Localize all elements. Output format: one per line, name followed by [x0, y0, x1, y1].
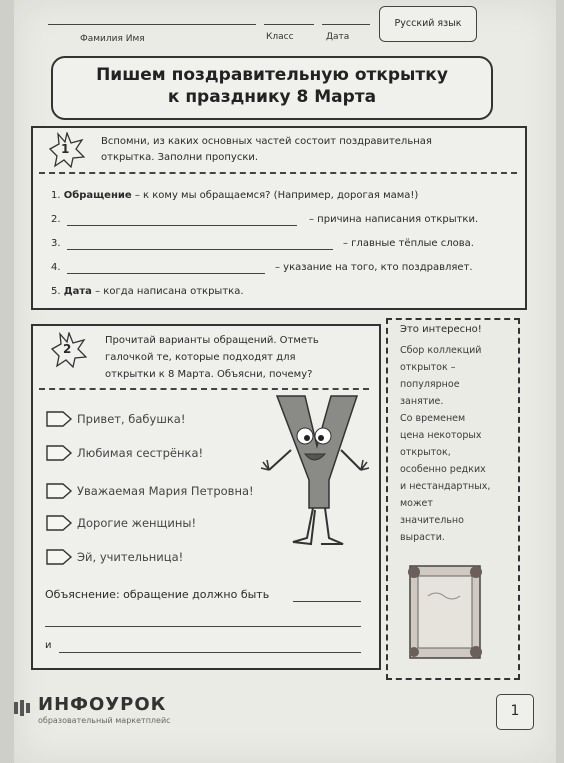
task1-divider — [39, 172, 517, 174]
class-line[interactable] — [264, 24, 314, 25]
option-1: Привет, бабушка! — [77, 412, 186, 426]
fun-fact-text: Сбор коллекций открыток – популярное занятие. Со временем цена некоторых открыток, особенно редких и нестандартных, может значительно вырасти. — [400, 345, 491, 543]
task1-item-4-text: – указание на того, кто поздравляет. — [275, 262, 473, 273]
checkbox-arrow-icon[interactable] — [45, 480, 75, 502]
and-label: и — [45, 640, 52, 651]
task1-item-5: 5. Дата – когда написана открытка. — [51, 286, 244, 297]
option-2: Любимая сестрёнка! — [77, 446, 204, 460]
task2-instruction — [105, 332, 319, 383]
title-box — [51, 56, 493, 120]
worksheet-page — [14, 0, 556, 763]
checkbox-arrow-icon[interactable] — [45, 442, 75, 464]
infourok-logo-icon — [14, 700, 36, 716]
task1-item-2-number: 2. — [51, 214, 61, 225]
infourok-logo-text: ИНФОУРОК — [38, 694, 167, 715]
task1-item-3-blank[interactable] — [67, 249, 333, 250]
subject-label: Русский язык — [394, 18, 462, 29]
task2-section — [31, 324, 381, 670]
task1-instruction — [101, 134, 432, 166]
task2-instruction-line1: Прочитай варианты обращений. Отметь — [105, 335, 319, 346]
task1-item-1: 1. Обращение – к кому мы обращаемся? (Например, дорогая мама!) — [51, 190, 419, 201]
name-line[interactable] — [48, 24, 256, 25]
task1-number: 1 — [61, 142, 70, 156]
task1-item-2-text: – причина написания открытки. — [309, 214, 479, 225]
date-line[interactable] — [322, 24, 370, 25]
task1-item-2-blank[interactable] — [67, 225, 297, 226]
checkbox-arrow-icon[interactable] — [45, 512, 75, 534]
explanation-label: Объяснение: обращение должно быть — [45, 588, 270, 601]
checkbox-arrow-icon[interactable] — [45, 546, 75, 568]
page-number: 1 — [510, 703, 520, 719]
task2-instruction-line3: открытки к 8 Марта. Объясни, почему? — [105, 369, 313, 380]
page-title-line2: к празднику 8 Марта — [167, 87, 377, 107]
subject-box — [379, 6, 477, 42]
task1-item-3-text: – главные тёплые слова. — [343, 238, 474, 249]
explanation-blank-2[interactable] — [45, 626, 361, 627]
task1-instruction-line2: открытка. Заполни пропуски. — [101, 152, 259, 163]
vintage-postcard-image — [408, 564, 482, 660]
date-label: Дата — [326, 32, 350, 42]
infourok-logo-subtitle: образовательный маркетплейс — [38, 716, 171, 725]
name-label: Фамилия Имя — [80, 34, 145, 44]
task1-item-4-number: 4. — [51, 262, 61, 273]
explanation-blank-1[interactable] — [293, 601, 361, 602]
fun-fact-box — [386, 318, 520, 680]
checkbox-arrow-icon[interactable] — [45, 408, 75, 430]
task1-instruction-line1: Вспомни, из каких основных частей состоит поздравительная — [101, 136, 432, 147]
option-5: Эй, учительница! — [77, 550, 184, 564]
task2-number: 2 — [63, 342, 72, 356]
option-4: Дорогие женщины! — [77, 516, 197, 530]
letter-y-mascot-icon — [259, 388, 371, 556]
task1-section — [31, 126, 527, 310]
option-3: Уважаемая Мария Петровна! — [77, 484, 254, 498]
task2-instruction-line2: галочкой те, которые подходят для — [105, 352, 296, 363]
task1-item-3-number: 3. — [51, 238, 61, 249]
fun-fact-title: Это интересно! — [400, 324, 482, 335]
class-label: Класс — [266, 32, 294, 42]
task1-item-4-blank[interactable] — [67, 273, 265, 274]
page-title-line1: Пишем поздравительную открытку — [96, 65, 448, 85]
page-number-box — [496, 694, 534, 730]
explanation-blank-3[interactable] — [59, 652, 361, 653]
